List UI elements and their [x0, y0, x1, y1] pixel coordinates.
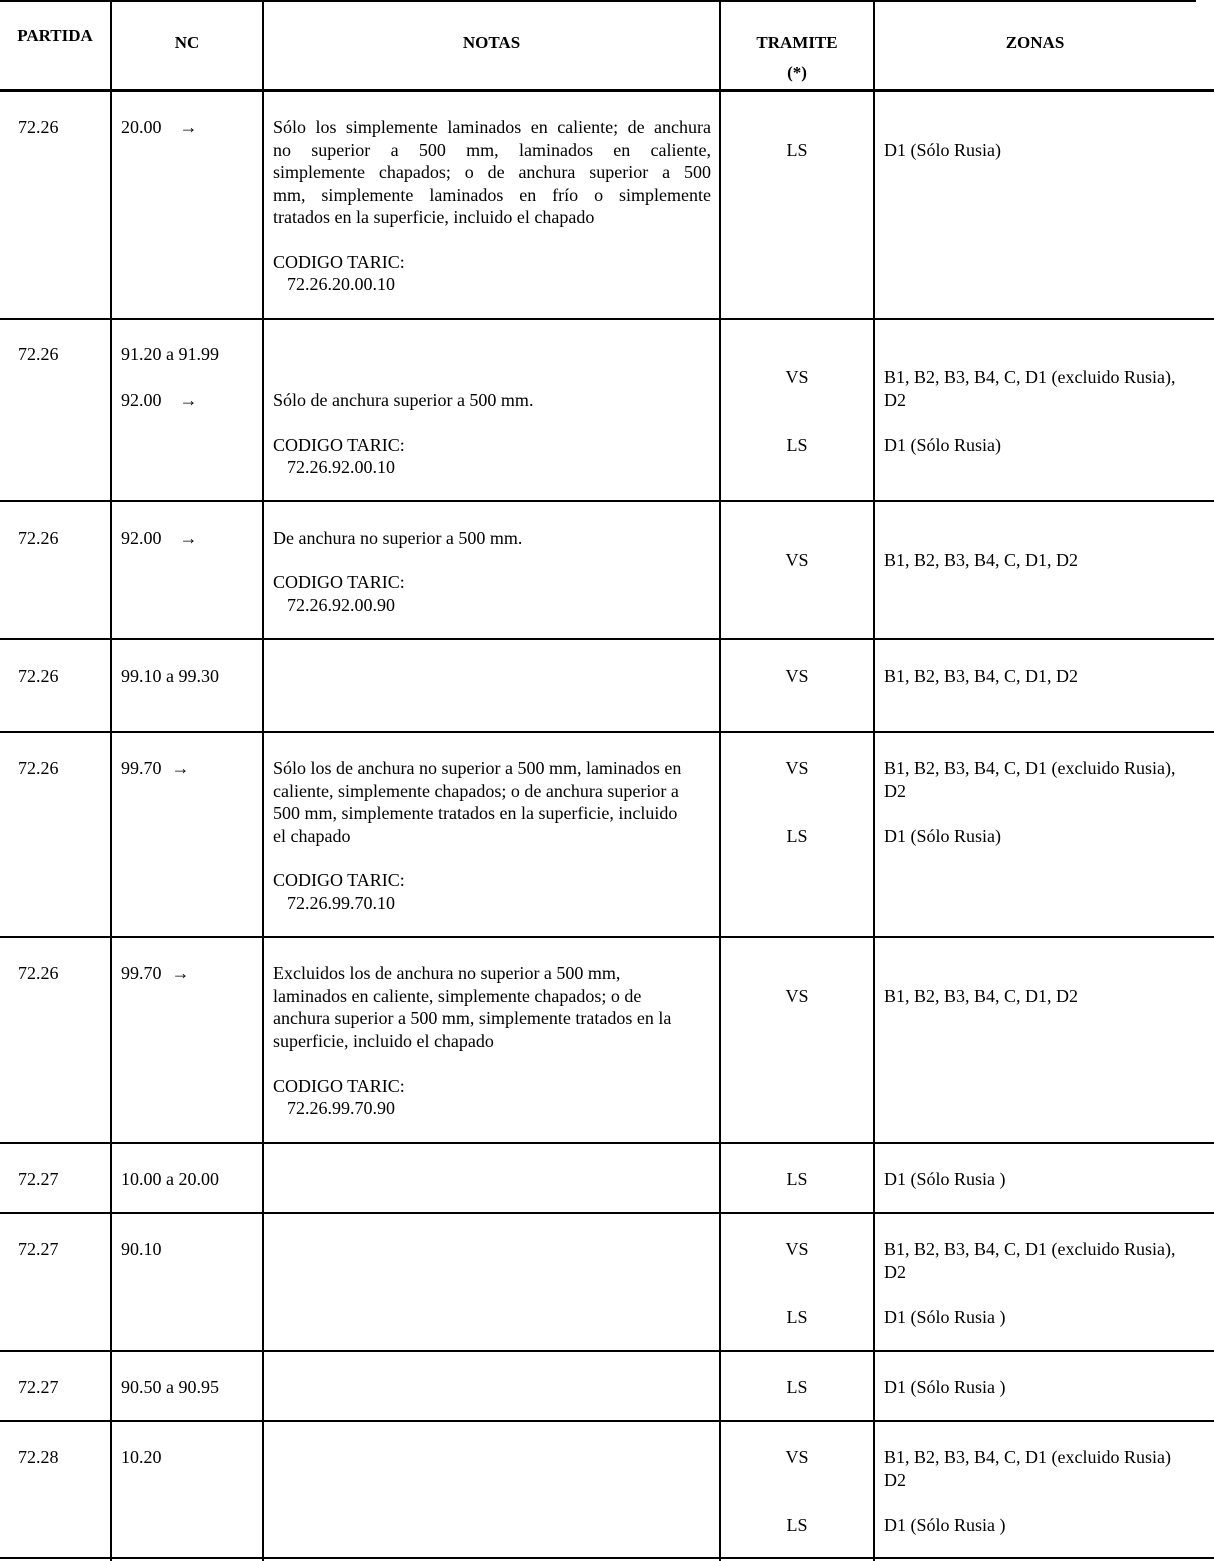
header-notas: NOTAS	[462, 33, 521, 52]
row-divider	[0, 638, 1214, 640]
taric-label: CODIGO TARIC:	[273, 870, 405, 890]
cell-nc	[121, 962, 190, 985]
cell-nc	[121, 389, 198, 412]
column-divider	[873, 0, 875, 1561]
cell-tramite: VS	[785, 758, 809, 778]
notas-line: anchura superior a 500 mm, simplemente tratados en la	[273, 1008, 672, 1028]
arrow-icon: →	[171, 758, 190, 778]
cell-zonas: D2	[884, 1262, 906, 1282]
notas-line: superficie, incluido el chapado	[273, 1030, 494, 1051]
cell-nc: 90.50 a 90.95	[121, 1377, 219, 1397]
cell-zonas: B1, B2, B3, B4, C, D1, D2	[884, 666, 1079, 686]
cell-partida: 72.27	[18, 1239, 59, 1259]
notas-line: 500 mm, simplemente tratados en la superficie, incluido	[273, 803, 678, 823]
nc-code: 92.00	[121, 528, 162, 548]
cell-tramite: LS	[786, 1307, 808, 1327]
arrow-icon: →	[179, 117, 198, 137]
cell-tramite: LS	[786, 140, 808, 160]
row-divider	[0, 731, 1214, 733]
cell-notas	[273, 757, 681, 847]
cell-partida: 72.26	[18, 117, 59, 137]
cell-partida: 72.27	[18, 1377, 59, 1397]
cell-notas	[273, 116, 711, 229]
notas-line: el chapado	[273, 825, 351, 846]
cell-zonas: D1 (Sólo Rusia )	[884, 1515, 1006, 1535]
cell-tramite: VS	[785, 666, 809, 686]
arrow-icon: →	[179, 528, 198, 548]
cell-partida: 72.26	[18, 963, 59, 983]
row-divider	[0, 936, 1214, 938]
cell-nc: 10.00 a 20.00	[121, 1169, 219, 1189]
column-divider	[110, 0, 112, 1561]
cell-zonas: B1, B2, B3, B4, C, D1 (excluido Rusia),	[884, 367, 1176, 387]
taric-code: 72.26.92.00.10	[287, 457, 395, 477]
cell-tramite: LS	[786, 826, 808, 846]
nc-code: 92.00	[121, 390, 162, 410]
cell-zonas: D1 (Sólo Rusia)	[884, 826, 1001, 846]
cell-tramite: VS	[785, 1239, 809, 1259]
cell-partida: 72.28	[18, 1447, 59, 1467]
row-divider	[0, 1142, 1214, 1144]
cell-tramite: LS	[786, 1515, 808, 1535]
cell-nc: 10.20	[121, 1447, 162, 1467]
cell-tramite: VS	[785, 1447, 809, 1467]
notas-line: mm, simplemente laminados en frío o simplemente	[273, 184, 711, 205]
cell-nc: 99.10 a 99.30	[121, 666, 219, 686]
cell-tramite: VS	[785, 367, 809, 387]
notas-line: tratados en la superficie, incluido el chapado	[273, 207, 595, 227]
notas-line: Sólo los de anchura no superior a 500 mm, laminados en	[273, 758, 682, 778]
cell-partida: 72.26	[18, 758, 59, 778]
arrow-icon: →	[171, 963, 190, 983]
cell-zonas: B1, B2, B3, B4, C, D1 (excluido Rusia)	[884, 1447, 1171, 1467]
cell-zonas: B1, B2, B3, B4, C, D1, D2	[884, 986, 1079, 1006]
header-nc: NC	[174, 33, 200, 52]
notas-line: Excluidos los de anchura no superior a 500 mm,	[273, 963, 621, 983]
cell-zonas: B1, B2, B3, B4, C, D1 (excluido Rusia),	[884, 758, 1176, 778]
cell-zonas: D2	[884, 390, 906, 410]
cell-zonas: D1 (Sólo Rusia)	[884, 140, 1001, 160]
taric-label: CODIGO TARIC:	[273, 1076, 405, 1096]
cell-zonas: D1 (Sólo Rusia )	[884, 1377, 1006, 1397]
taric-code: 72.26.99.70.90	[287, 1098, 395, 1118]
cell-zonas: D1 (Sólo Rusia )	[884, 1307, 1006, 1327]
cell-nc: 90.10	[121, 1239, 162, 1259]
row-divider	[0, 1350, 1214, 1352]
row-divider	[0, 500, 1214, 502]
nc-code: 20.00	[121, 117, 162, 137]
row-divider	[0, 1212, 1214, 1214]
cell-nc	[121, 757, 190, 780]
column-divider	[262, 0, 264, 1561]
notas-line: no superior a 500 mm, laminados en caliente,	[273, 139, 711, 160]
cell-nc: 91.20 a 91.99	[121, 344, 219, 364]
taric-code: 72.26.20.00.10	[287, 274, 395, 294]
notas-line: simplemente chapados; o de anchura superior a 500	[273, 162, 711, 182]
header-zonas: ZONAS	[1005, 33, 1065, 52]
table-top-border	[0, 0, 1196, 2]
cell-notas	[273, 962, 671, 1052]
row-divider	[0, 1420, 1214, 1422]
nc-code: 99.70	[121, 758, 162, 778]
cell-nc	[121, 116, 198, 139]
cell-partida: 72.26	[18, 344, 59, 364]
cell-tramite: VS	[785, 550, 809, 570]
cell-tramite: LS	[786, 1169, 808, 1189]
cell-zonas: D1 (Sólo Rusia)	[884, 435, 1001, 455]
taric-code: 72.26.99.70.10	[287, 893, 395, 913]
taric-label: CODIGO TARIC:	[273, 252, 405, 272]
nc-code: 99.70	[121, 963, 162, 983]
header-tramite-note: (*)	[787, 63, 807, 82]
cell-nc	[121, 527, 198, 550]
header-bottom-border	[0, 89, 1214, 92]
cell-partida: 72.26	[18, 528, 59, 548]
notas-line: Sólo los simplemente laminados en caliente; de anchura	[273, 117, 711, 137]
cell-tramite: LS	[786, 435, 808, 455]
cell-zonas: B1, B2, B3, B4, C, D1, D2	[884, 550, 1079, 570]
cell-partida: 72.27	[18, 1169, 59, 1189]
cell-zonas: D2	[884, 1470, 906, 1490]
taric-label: CODIGO TARIC:	[273, 435, 405, 455]
header-tramite: TRAMITE	[756, 33, 838, 52]
cell-zonas: B1, B2, B3, B4, C, D1 (excluido Rusia),	[884, 1239, 1176, 1259]
header-partida: PARTIDA	[17, 26, 93, 45]
row-divider	[0, 318, 1214, 320]
table-bottom-border	[0, 1557, 1214, 1559]
cell-zonas: D2	[884, 781, 906, 801]
cell-notas: De anchura no superior a 500 mm.	[273, 528, 523, 548]
taric-label: CODIGO TARIC:	[273, 572, 405, 592]
taric-code: 72.26.92.00.90	[287, 595, 395, 615]
cell-notas: Sólo de anchura superior a 500 mm.	[273, 390, 534, 410]
cell-tramite: VS	[785, 986, 809, 1006]
cell-zonas: D1 (Sólo Rusia )	[884, 1169, 1006, 1189]
notas-line: laminados en caliente, simplemente chapados; o de	[273, 985, 642, 1006]
cell-tramite: LS	[786, 1377, 808, 1397]
arrow-icon: →	[179, 390, 198, 410]
notas-line: caliente, simplemente chapados; o de anchura superior a	[273, 780, 679, 801]
cell-partida: 72.26	[18, 666, 59, 686]
